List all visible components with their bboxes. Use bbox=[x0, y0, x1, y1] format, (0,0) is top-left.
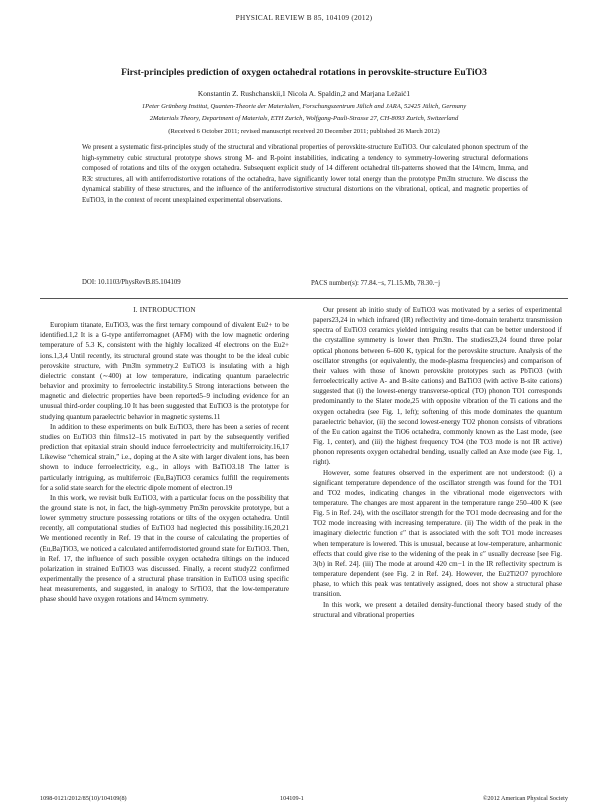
right-column bbox=[313, 279, 562, 620]
pacs-numbers: PACS number(s): 77.84.−s, 71.15.Mb, 78.30.−j bbox=[311, 280, 441, 287]
footer-copyright: ©2012 American Physical Society bbox=[482, 795, 568, 802]
article-title: First-principles prediction of oxygen octahedral rotations in perovskite-structure EuTiO3 bbox=[121, 67, 487, 78]
doi-link[interactable]: DOI: 10.1103/PhysRevB.85.104109 bbox=[82, 279, 181, 286]
body-paragraph: Our present ab initio study of EuTiO3 was motivated by a series of experimental papers23,24 in which infrared (IR) reflectivity and time-domain terahertz transmission spectra of EuTiO3 ceramics yielded intriguing results that can be better understood if the crystalline symmetry is lower then Pm3̄m. The studies23,24 found three polar optical phonons between 6–600 K, typical for the perovskite structure. Analysis of the oscillator strengths (or equivalently, the mode-plasma frequencies) and comparison of their values with those of known perovskite prototypes such as PbTiO3 (with ferroelectrically active A- and B-site cations) and BaTiO3 (with active B-site cations) suggested that (i) the lowest-energy transverse-optical (TO) phonon TO1 corresponds predominantly to the Slater mode,25 with opposite vibration of the Ti cations and the oxygen octahedra (see Fig. 1, left); softening of this mode dominates the quantum paraelectric behavior, (ii) the second lowest-energy TO2 phonon consists of vibrations of the Eu cation against the TiO6 octahedra, commonly known as the Last mode, (see Fig. 1, center), and (iii) the highest frequency TO4 (the TO3 mode is not IR active) phonon represents oxygen octahedral bending, usually called an Axe mode (see Fig. 1, right). bbox=[313, 306, 562, 467]
header-divider bbox=[40, 298, 568, 299]
abstract bbox=[82, 143, 528, 207]
footer-issn: 1098-0121/2012/85(10)/104109(8) bbox=[40, 795, 127, 802]
received-dates: (Received 6 October 2011; revised manuscript received 20 December 2011; published 26 March 2012) bbox=[168, 128, 440, 135]
footer-page-number: 104109-1 bbox=[280, 795, 304, 802]
section-heading: I. INTRODUCTION bbox=[133, 306, 196, 314]
affiliation-1: 1Peter Grünberg Institut, Quanten-Theorie der Materialien, Forschungszentrum Jülich and JARA, 52425 Jülich, Germany bbox=[141, 103, 467, 110]
author-list: Konstantin Z. Rushchanskii,1 Nicola A. Spaldin,2 and Marjana Ležaić1 bbox=[197, 89, 411, 98]
affiliation-2: 2Materials Theory, Department of Materials, ETH Zurich, Wolfgang-Pauli-Strasse 27, CH-8093 Zurich, Switzerland bbox=[149, 115, 459, 122]
left-column bbox=[40, 305, 289, 605]
body-paragraph: However, some features observed in the experiment are not understood: (i) a significant temperature dependence of the oscillator strength was found for the TO1 and TO2 modes, indicating changes in the vibrational mode eigenvectors with temperature. The changes are most apparent in the temperature range 250–400 K (see Fig. 5 in Ref. 24), with the oscillator strength for the TO1 mode decreasing and for the TO2 mode increasing with increasing temperature. (ii) The width of the peak in the imaginary dielectric function ε″ that is associated with the soft TO1 mode increases when temperature is lowered. This is unusual, because at low-temperature, anharmonic effects that could give rise to the widening of the peak in ε″ usually decrease [see Fig. 3(b) in Ref. 24]. (iii) The mode at around 420 cm−1 in the IR reflectivity spectrum is temperature dependent (see Fig. 2 in Ref. 24). However, the Eu2Ti2O7 pyrochlore phase, to which this peak was tentatively assigned, does not show a structural phase transition. bbox=[313, 468, 562, 599]
abstract-text: We present a systematic first-principles study of the structural and vibrational properties of perovskite-structure EuTiO3. Our calculated phonon spectrum of the high-symmetry cubic structural prototype shows strong M- and R-point instabilities, indicating a tendency to symmetry-lowering structural deformations composed of rotations and tilts of the oxygen octahedra. Subsequent explicit study of 14 different octahedral tilt-patterns showed that the I4/mcm, Imma, and R3̄c structures, all with antiferrodistortive rotations of the octahedra, have significantly lower total energy than the prototype Pm3̄m structure. We discuss the dynamical stability of these structures, and the influence of the antiferrodistortive structural distortions on the vibrational, optical, and magnetic properties of EuTiO3, in the context of recent unexplained experimental observations. bbox=[82, 144, 528, 204]
running-head: PHYSICAL REVIEW B 85, 104109 (2012) bbox=[235, 14, 373, 22]
body-paragraph: In addition to these experiments on bulk EuTiO3, there has been a series of recent studies on EuTiO3 thin films12–15 motivated in part by the subsequently verified prediction that epitaxial strain should induce ferroelectricity and multiferroicity.16,17 Likewise “chemical strain,” i.e., doping at the A site with larger divalent ions, has been shown to induce ferroelectricity, e.g., in alloys with BaTiO3.18 The latter is particularly intriguing, as multiferroic (Eu,Ba)TiO3 ceramics fulfill the requirements for a solid state search for the electric dipole moment of electron.19 bbox=[40, 422, 289, 492]
body-paragraph: Europium titanate, EuTiO3, was the first ternary compound of divalent Eu2+ to be identified.1,2 It is a G-type antiferromagnet (AFM) with the low magnetic ordering temperature of 5.3 K, consistent with the highly localized 4f electrons on the Eu2+ ions.1,3,4 Until recently, its structural ground state was thought to be the ideal cubic perovskite structure, with Pm3̄m symmetry.2 EuTiO3 is insulating with a high dielectric constant (∼400) at low temperature, indicating quantum paraelectric behavior and proximity to ferroelectric instability.5 Strong interactions between the magnetic and dielectric properties have been reported5–9 including evidence for an unusual third-order coupling.10 It has been suggested that EuTiO3 is the prototype for studying quantum paraelectric behavior in magnetic systems.11 bbox=[40, 321, 289, 421]
body-paragraph: In this work, we revisit bulk EuTiO3, with a particular focus on the possibility that the ground state is not, in fact, the high-symmetry Pm3̄m perovskite prototype, but a lower symmetry structure possessing rotations or tilts of the oxygen octahedra. Until recently, all computational studies of EuTiO3 had neglected this possibility.16,20,21 We mentioned recently in Ref. 19 that in the course of calculating the properties of (Eu,Ba)TiO3, we noticed a calculated antiferrodistorted ground state for EuTiO3. Then, in Ref. 17, the influence of such possible oxygen octahedra tiltings on the induced polarization in strained EuTiO3 was discussed. Finally, a recent study22 confirmed experimentally the presence of a structural phase transition in EuTiO3 using specific heat measurements, and suggested, in analogy to SrTiO3, that the low-temperature phase should have oxygen rotations and I4/mcm symmetry. bbox=[40, 493, 289, 604]
body-paragraph: In this work, we present a detailed density-functional theory based study of the structural and vibrational properties bbox=[313, 600, 562, 619]
